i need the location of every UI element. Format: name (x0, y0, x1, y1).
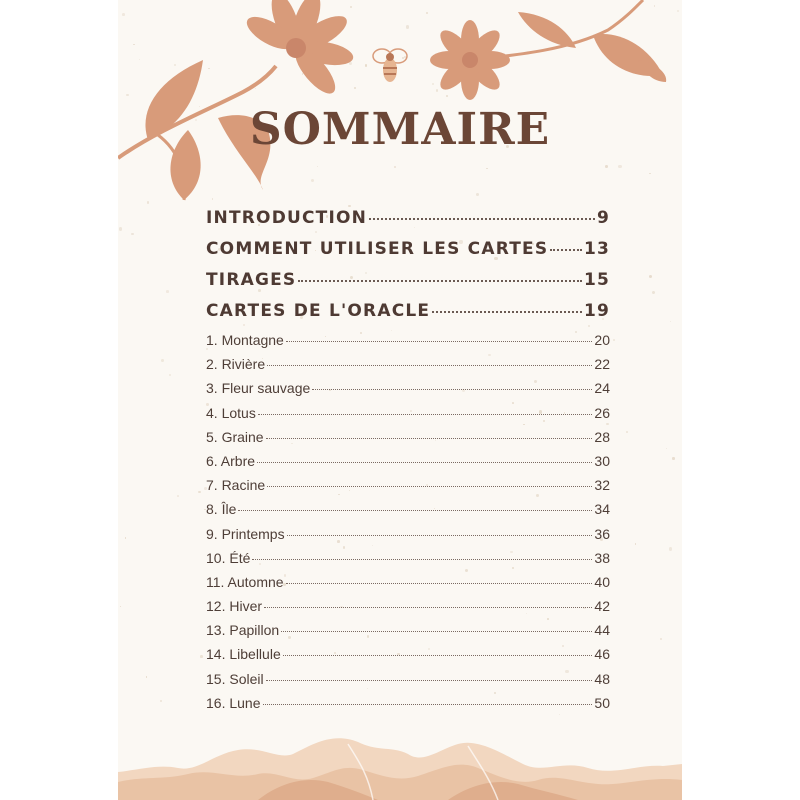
dot-leader (257, 462, 592, 463)
paper-speck (660, 638, 662, 640)
toc-page-number: 13 (583, 239, 610, 259)
paper-speck (166, 290, 169, 293)
toc-section-label: COMMENT UTILISER LES CARTES (206, 239, 549, 259)
toc-card-label: 9. Printemps (206, 525, 285, 542)
paper-speck (649, 275, 652, 278)
dot-leader (267, 365, 592, 366)
toc-page-number: 40 (594, 573, 610, 590)
paper-speck (672, 457, 674, 459)
toc-card-item[interactable] (206, 526, 610, 550)
paper-speck (160, 700, 162, 702)
toc-card-item[interactable] (206, 453, 610, 477)
toc-page-number: 34 (594, 501, 610, 518)
paper-speck (198, 491, 200, 493)
toc-card-label: 13. Papillon (206, 622, 280, 639)
toc-section-label: INTRODUCTION (206, 208, 368, 228)
dot-leader (267, 486, 592, 487)
toc-section-label: CARTES DE L'ORACLE (206, 301, 431, 321)
paper-speck (146, 676, 147, 677)
dot-leader (263, 704, 593, 705)
toc-page-number: 36 (594, 525, 610, 542)
toc-page-number: 20 (594, 332, 610, 348)
toc-page-number: 30 (594, 452, 610, 469)
dot-leader (286, 341, 593, 342)
toc-page-number: 15 (583, 270, 610, 290)
paper-speck (666, 448, 667, 449)
paper-speck (169, 374, 171, 376)
toc-card-label: 5. Graine (206, 428, 264, 445)
dot-leader (258, 414, 593, 415)
toc-card-item[interactable] (206, 622, 610, 646)
toc-card-item[interactable] (206, 598, 610, 622)
toc-card-label: 12. Hiver (206, 598, 263, 615)
toc-page-number: 50 (594, 694, 610, 711)
toc-card-label: 10. Été (206, 549, 251, 566)
toc-card-item[interactable] (206, 356, 610, 380)
toc-page-number: 32 (594, 477, 610, 494)
table-of-contents (206, 208, 610, 719)
toc-page-number: 26 (594, 404, 610, 421)
dot-leader (283, 655, 593, 656)
toc-card-label: 7. Racine (206, 477, 266, 494)
dot-leader (550, 249, 582, 251)
toc-card-label: 3. Fleur sauvage (206, 380, 311, 397)
paper-speck (669, 547, 672, 550)
paper-speck (670, 321, 671, 322)
flower-icon (430, 20, 510, 100)
paper-speck (161, 359, 164, 362)
toc-card-label: 11. Automne (206, 573, 284, 590)
toc-card-item[interactable] (206, 332, 610, 356)
toc-card-label: 6. Arbre (206, 452, 256, 469)
paper-speck (626, 431, 628, 433)
toc-page-number: 42 (594, 598, 610, 615)
dot-leader (252, 559, 592, 560)
toc-page-number: 48 (594, 670, 610, 687)
toc-section-item[interactable] (206, 239, 610, 270)
mountains-illustration (118, 724, 682, 800)
paper-speck (652, 291, 655, 294)
toc-page-number: 19 (583, 301, 610, 321)
toc-card-label: 16. Lune (206, 694, 261, 711)
toc-card-item[interactable] (206, 550, 610, 574)
toc-card-label: 1. Montagne (206, 332, 284, 348)
leaf-icon (518, 12, 576, 48)
paper-speck (120, 606, 121, 607)
toc-card-label: 14. Libellule (206, 646, 281, 663)
dot-leader (312, 389, 592, 390)
paper-speck (131, 233, 133, 235)
toc-card-item[interactable] (206, 380, 610, 404)
dot-leader (264, 607, 592, 608)
toc-card-label: 2. Rivière (206, 356, 266, 373)
toc-section-label: TIRAGES (206, 270, 297, 290)
toc-card-item[interactable] (206, 501, 610, 525)
toc-card-item[interactable] (206, 574, 610, 598)
flower-icon (242, 0, 355, 100)
dot-leader (369, 218, 595, 220)
dot-leader (298, 280, 582, 282)
dot-leader (432, 311, 582, 313)
book-page (118, 0, 682, 800)
toc-page-number: 28 (594, 428, 610, 445)
paper-speck (125, 537, 126, 538)
toc-page-number: 46 (594, 646, 610, 663)
toc-card-item[interactable] (206, 477, 610, 501)
dot-leader (266, 680, 593, 681)
toc-card-label: 4. Lotus (206, 404, 256, 421)
dot-leader (281, 631, 592, 632)
paper-speck (613, 339, 615, 341)
toc-card-item[interactable] (206, 671, 610, 695)
page-title: SOMMAIRE (249, 104, 551, 155)
paper-speck (177, 495, 179, 497)
toc-page-number: 44 (594, 622, 610, 639)
paper-speck (635, 543, 637, 545)
toc-section-item[interactable] (206, 208, 610, 239)
dot-leader (238, 510, 592, 511)
toc-section-item[interactable] (206, 301, 610, 332)
toc-card-item[interactable] (206, 405, 610, 429)
toc-section-item[interactable] (206, 270, 610, 301)
dot-leader (266, 438, 593, 439)
dot-leader (286, 583, 593, 584)
toc-card-item[interactable] (206, 429, 610, 453)
toc-card-label: 15. Soleil (206, 670, 264, 687)
dot-leader (287, 535, 593, 536)
paper-speck (200, 655, 203, 658)
toc-page-number: 24 (594, 380, 610, 397)
bee-icon (373, 49, 407, 82)
toc-card-item[interactable] (206, 695, 610, 719)
toc-page-number: 22 (594, 356, 610, 373)
toc-page-number: 38 (594, 549, 610, 566)
toc-card-item[interactable] (206, 646, 610, 670)
toc-card-label: 8. Île (206, 501, 237, 518)
toc-page-number: 9 (596, 208, 610, 228)
